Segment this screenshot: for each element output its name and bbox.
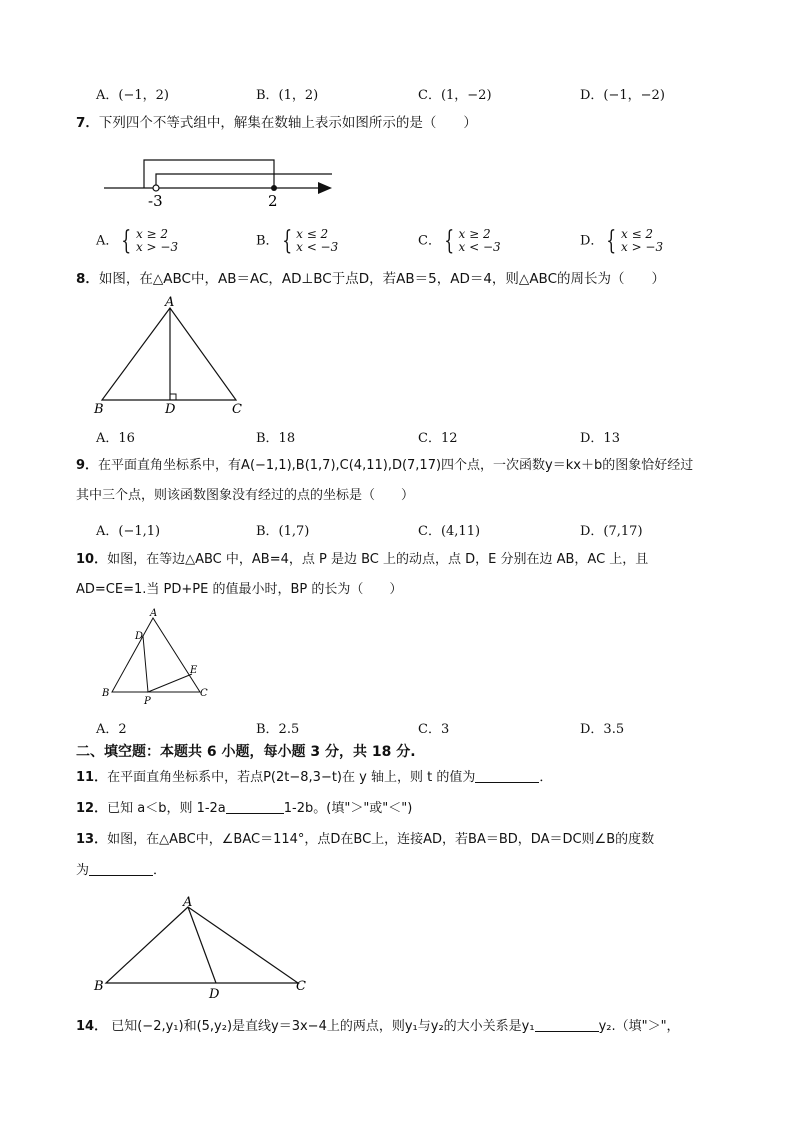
- q10-option-c: C．3: [418, 722, 450, 737]
- question-12: 12．已知 a＜b，则 1-2a 1-2b。(填"＞"或"＜"): [76, 801, 413, 816]
- question-13-line1: 13．如图，在△ABC中，∠BAC＝114°，点D在BC上，连接AD，若BA＝BD，DA＝DC则∠B的度数: [76, 832, 655, 847]
- label-a: A: [165, 295, 175, 310]
- closed-circle-marker: [271, 185, 277, 191]
- label-c: C: [200, 688, 208, 699]
- question-number: 7．: [76, 115, 99, 131]
- question-11: 11．在平面直角坐标系中，若点P(2t−8,3−t)在 y 轴上，则 t 的值为 ．: [76, 770, 553, 785]
- label-b: B: [94, 402, 104, 417]
- question-9-line1: 9．在平面直角坐标系中，有A(−1,1),B(1,7),C(4,11),D(7,17)四个点，一次函数y＝kx＋b的图象恰好经过: [76, 458, 694, 473]
- q9-option-b: B．(1,7): [256, 524, 310, 539]
- label-neg3: -3: [148, 192, 163, 210]
- q10-option-a: A．2: [96, 722, 127, 737]
- answer-blank: [535, 1017, 599, 1032]
- q10-option-b: B．2.5: [256, 722, 300, 737]
- open-circle-marker: [153, 185, 159, 191]
- label-2: 2: [268, 192, 278, 210]
- triangle-abc: [102, 308, 236, 400]
- label-a: A: [183, 895, 193, 910]
- axis-arrow-icon: [318, 182, 332, 194]
- q9-option-d: D．(7,17): [580, 524, 643, 539]
- q10-option-d: D．3.5: [580, 722, 625, 737]
- question-text: 下列四个不等式组中，解集在数轴上表示如图所示的是（ ）: [98, 115, 477, 131]
- label-c: C: [296, 979, 306, 994]
- question-9-line2: 其中三个点，则该函数图象没有经过的点的坐标是（ ）: [76, 488, 415, 503]
- q7-option-a: A． { x ≥ 2 x > −3: [96, 226, 179, 256]
- label-c: C: [232, 402, 242, 417]
- q6-option-a: A．(−1，2): [96, 88, 169, 103]
- question-10-line2: AD=CE=1.当 PD+PE 的值最小时，BP 的长为（ ）: [76, 582, 403, 597]
- question-8: 8．如图，在△ABC中，AB＝AC，AD⊥BC于点D，若AB＝5，AD＝4，则△ABC的周长为（ ）: [76, 271, 666, 287]
- q7-option-c: C． { x ≥ 2 x < −3: [418, 226, 501, 256]
- q8-option-a: A．16: [96, 431, 135, 446]
- q6-option-d: D．(−1，−2): [580, 88, 665, 103]
- label-d: D: [165, 402, 176, 417]
- q6-option-c: C．(1，−2): [418, 88, 492, 103]
- right-angle-mark: [170, 394, 176, 400]
- question-7: [76, 113, 477, 133]
- answer-blank: [89, 861, 153, 876]
- path-dpe: [143, 636, 192, 692]
- section-title: 二、填空题：本题共 6 小题，每小题 3 分，共 18 分.: [76, 744, 416, 760]
- q7-option-b: B． { x ≤ 2 x < −3: [256, 226, 339, 256]
- label-d: D: [209, 987, 220, 1002]
- label-b: B: [102, 688, 110, 699]
- q9-option-a: A．(−1,1): [96, 524, 161, 539]
- q9-option-c: C．(4,11): [418, 524, 481, 539]
- label-p: P: [144, 696, 151, 707]
- q7-option-d: D． { x ≤ 2 x > −3: [580, 226, 664, 256]
- number-line-figure: [96, 150, 346, 212]
- label-e: E: [190, 665, 198, 676]
- segment-ad: [188, 907, 216, 983]
- question-10-line1: 10．如图，在等边△ABC 中，AB=4，点 P 是边 BC 上的动点，点 D，E 分别在边 AB，AC 上，且: [76, 552, 649, 567]
- triangle-figure-q13: [90, 893, 320, 1003]
- label-a: A: [150, 608, 158, 619]
- q8-option-c: C．12: [418, 431, 458, 446]
- question-14: 14． 已知(−2,y₁)和(5,y₂)是直线y＝3x−4上的两点，则y₁与y₂的大小关系是y₁ y₂.（填"＞"，: [76, 1019, 680, 1034]
- triangle-figure-q8: [90, 292, 250, 418]
- triangle-figure-q10: [98, 606, 218, 710]
- solution-bracket-neg3: [156, 174, 332, 188]
- answer-blank: [475, 768, 539, 783]
- q8-option-d: D．13: [580, 431, 620, 446]
- q8-option-b: B．18: [256, 431, 296, 446]
- label-d: D: [135, 631, 144, 642]
- q6-option-b: B．(1，2): [256, 88, 319, 103]
- label-b: B: [94, 979, 104, 994]
- answer-blank: [226, 799, 284, 814]
- question-13-line2: 为 ．: [76, 863, 167, 878]
- equilateral-triangle: [112, 618, 200, 692]
